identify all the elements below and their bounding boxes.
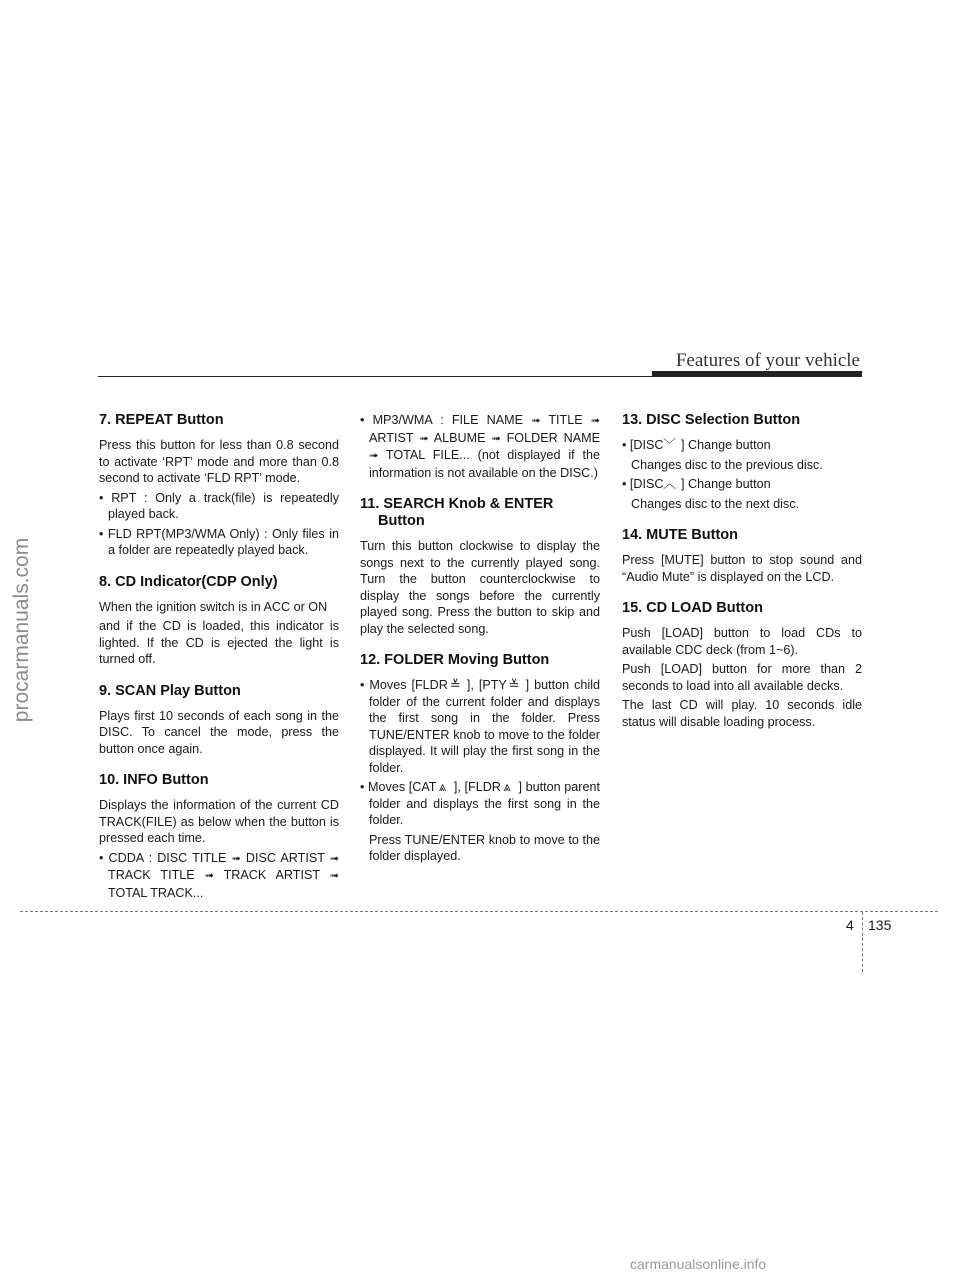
arrow-icon: ➟ xyxy=(531,415,541,427)
footer-divider xyxy=(862,912,863,972)
bullet-item: • [DISC ﹀ ] Change button xyxy=(622,437,771,452)
double-chevron-up-icon: ⩓ xyxy=(438,779,447,794)
paragraph: Press this button for less than 0.8 second to activate ‘RPT’ mode and more than 0.8 second to activate ‘FLD RPT’ mode. xyxy=(99,438,339,485)
section-disc-selection xyxy=(622,412,862,512)
bullet-item: • Moves [CAT ⩓ ], [FLDR ⩓ ] button parent folder and displays the first song in the folder. xyxy=(360,779,600,827)
section-title: 11. SEARCH Knob & ENTER Button xyxy=(360,496,554,529)
header-bar xyxy=(652,371,862,377)
column-1 xyxy=(99,412,339,904)
section-title: 15. CD LOAD Button xyxy=(622,600,763,616)
arrow-icon: ➟ xyxy=(329,852,339,865)
paragraph: and if the CD is loaded, this indicator is lighted. If the CD is ejected the light is turned off. xyxy=(99,619,339,666)
bullet-item: • MP3/WMA : FILE NAME ➟ TITLE ➟ ARTIST ➟ ALBUME ➟ FOLDER NAME ➟ TOTAL FILE... (not displayed if the information is not available on the DISC.) xyxy=(360,413,601,480)
section-folder-moving-button xyxy=(360,652,600,865)
page-number: 135 xyxy=(868,917,892,933)
column-2 xyxy=(360,412,600,868)
paragraph: When the ignition switch is in ACC or ON xyxy=(99,599,328,614)
section-search-knob xyxy=(360,496,600,637)
section-cd-load-button xyxy=(622,600,862,730)
bullet-item: • CDDA : DISC TITLE ➟ DISC ARTIST ➟ TRACK TITLE ➟ TRACK ARTIST ➟ TOTAL TRACK... xyxy=(99,850,339,900)
paragraph: Changes disc to the next disc. xyxy=(631,496,800,511)
section-title: 7. REPEAT Button xyxy=(99,412,224,428)
arrow-icon: ➟ xyxy=(590,415,601,427)
side-watermark-text: procarmanuals.com xyxy=(10,537,33,723)
section-cd-indicator xyxy=(99,574,339,668)
arrow-icon: ➟ xyxy=(491,432,501,445)
chevron-down-icon: ﹀ xyxy=(662,437,676,452)
double-chevron-down-icon: ≚ xyxy=(508,677,520,692)
bullet-item: • RPT : Only a track(file) is repeatedly played back. xyxy=(99,490,339,521)
paragraph: Displays the information of the current CD TRACK(FILE) as below when the button is pressed each time. xyxy=(99,798,339,845)
section-scan-play-button xyxy=(99,683,339,758)
arrow-icon: ➟ xyxy=(329,870,339,882)
section-title: 9. SCAN Play Button xyxy=(99,682,241,699)
arrow-icon: ➟ xyxy=(231,852,241,865)
footer-rule xyxy=(20,911,938,912)
page-header-title: Features of your vehicle xyxy=(675,350,860,371)
arrow-icon: ➟ xyxy=(419,432,429,445)
section-title: 10. INFO Button xyxy=(99,772,209,788)
double-chevron-down-icon: ≚ xyxy=(449,677,461,692)
paragraph: Press [MUTE] button to stop sound and “Audio Mute” is displayed on the LCD. xyxy=(622,553,862,584)
arrow-icon: ➟ xyxy=(204,870,214,882)
section-title: 12. FOLDER Moving Button xyxy=(360,652,550,668)
paragraph: Turn this button clockwise to display the songs next to the currently played song. Turn the button counterclockwise to display the songs before the currently played song. Press the button to skip and play the selected song. xyxy=(360,539,600,636)
paragraph: Push [LOAD] button for more than 2 seconds to load into all available decks. xyxy=(622,662,862,693)
section-title: 8. CD Indicator(CDP Only) xyxy=(99,573,278,590)
paragraph: Plays first 10 seconds of each song in the DISC. To cancel the mode, press the button once again. xyxy=(99,708,339,756)
bullet-item: • Moves [FLDR ≚ ], [PTY ≚ ] button child folder of the current folder and displays the first song in the folder. Press TUNE/ENTER knob to move to the folder displayed. It will play the first song in the folder. xyxy=(360,677,600,775)
section-info-continued xyxy=(360,412,600,481)
section-number: 4 xyxy=(846,917,854,933)
paragraph: Changes disc to the previous disc. xyxy=(631,457,823,472)
section-title: 13. DISC Selection Button xyxy=(622,412,801,428)
section-repeat-button xyxy=(99,412,339,559)
paragraph: Press TUNE/ENTER knob to move to the folder displayed. xyxy=(369,832,600,863)
bullet-item: • [DISC ︿ ] Change button xyxy=(622,476,771,491)
section-info-button xyxy=(99,772,339,901)
section-mute-button xyxy=(622,527,862,585)
paragraph: Push [LOAD] button to load CDs to available CDC deck (from 1~6). xyxy=(622,626,862,657)
section-title: 14. MUTE Button xyxy=(622,527,738,543)
bullet-item: • FLD RPT(MP3/WMA Only) : Only files in a folder are repeatedly played back. xyxy=(99,526,339,557)
column-3 xyxy=(622,412,862,733)
side-watermark xyxy=(0,520,44,740)
paragraph: The last CD will play. 10 seconds idle status will disable loading process. xyxy=(622,698,862,729)
footer-watermark: carmanualsonline.info xyxy=(630,1256,767,1272)
chevron-up-icon: ︿ xyxy=(662,476,676,491)
double-chevron-up-icon: ⩓ xyxy=(503,779,511,794)
arrow-icon: ➟ xyxy=(369,450,379,462)
